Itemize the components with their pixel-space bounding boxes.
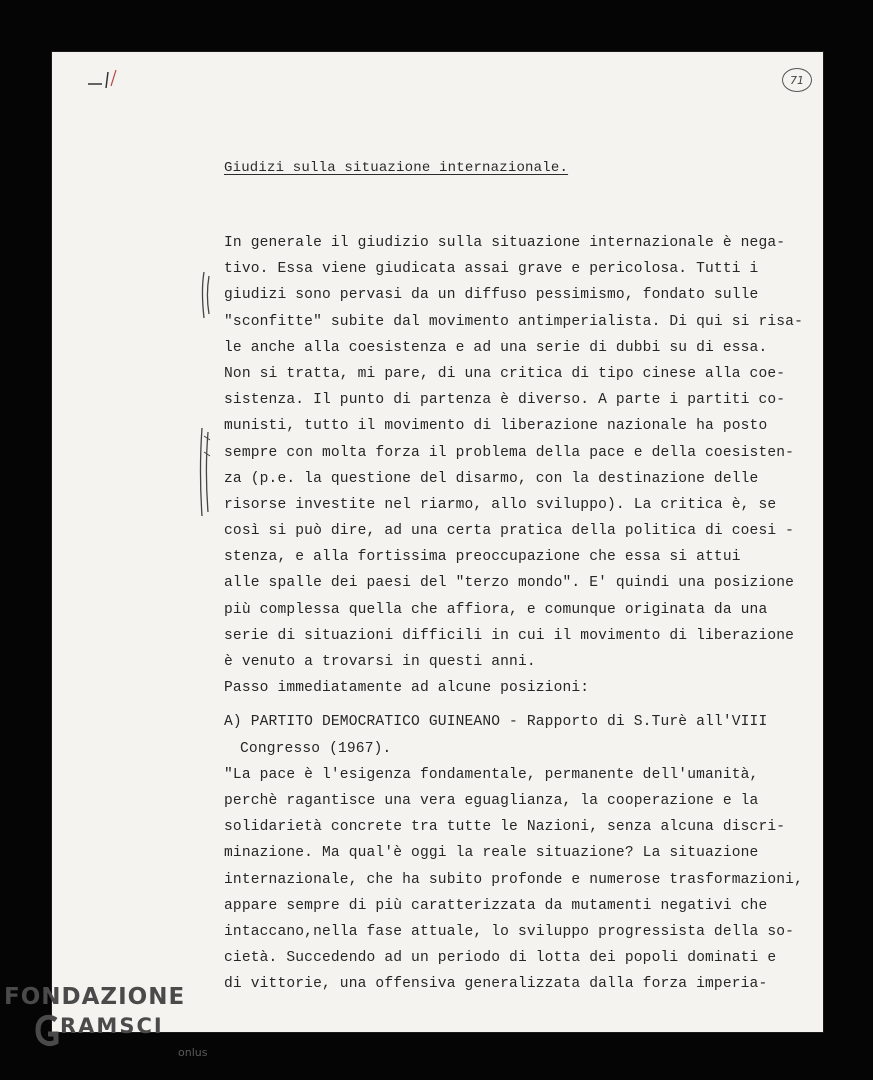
body-line: più complessa quella che affiora, e comunque originata da una	[224, 601, 768, 618]
quote-line: "La pace è l'esigenza fondamentale, permanente dell'umanità,	[224, 766, 759, 783]
body-line: sempre con molta forza il problema della pace e della coesisten-	[224, 444, 795, 461]
body-line: Passo immediatamente ad alcune posizioni:	[224, 680, 590, 697]
document-page	[52, 52, 823, 1032]
section-heading: A) PARTITO DEMOCRATICO GUINEANO - Rapporto di S.Turè all'VIII	[224, 714, 768, 731]
quote-line: minazione. Ma qual'è oggi la reale situazione? La situazione	[224, 845, 759, 862]
watermark-foundation: FONDAZIONE	[4, 984, 186, 1010]
section-heading-cont: Congresso (1967).	[240, 740, 392, 757]
body-line: giudizi sono pervasi da un diffuso pessimismo, fondato sulle	[224, 287, 759, 304]
quote-line: perchè ragantisce una vera eguaglianza, la cooperazione e la	[224, 792, 759, 809]
body-line: le anche alla coesistenza e ad una serie di dubbi su di essa.	[224, 339, 768, 356]
watermark-gramsci: RAMSCI	[60, 1014, 164, 1038]
body-line: risorse investite nel riarmo, allo sviluppo). La critica è, se	[224, 496, 777, 513]
body-line: sistenza. Il punto di partenza è diverso. A parte i partiti co-	[224, 392, 786, 409]
quote-line: appare sempre di più caratterizzata da mutamenti negativi che	[224, 897, 768, 914]
margin-bracket-mark	[200, 270, 214, 322]
body-line: In generale il giudizio sulla situazione internazionale è nega-	[224, 235, 786, 251]
document-body	[224, 230, 814, 997]
body-line: za (p.e. la questione del disarmo, con la destinazione delle	[224, 470, 759, 487]
body-line: è venuto a trovarsi in questi anni.	[224, 654, 536, 670]
body-line: munisti, tutto il movimento di liberazione nazionale ha posto	[224, 418, 768, 435]
margin-bracket-mark-2	[198, 426, 214, 518]
g-logo-icon	[34, 1012, 60, 1052]
watermark-onlus: onlus	[178, 1046, 208, 1059]
quote-line: solidarietà concrete tra tutte le Nazioni, senza alcuna discri-	[224, 819, 786, 836]
body-line: alle spalle dei paesi del "terzo mondo". E' quindi una posizione	[224, 575, 795, 592]
quote-line: intaccano,nella fase attuale, lo sviluppo progressista della so-	[224, 923, 795, 940]
page-number: 71	[782, 68, 812, 92]
page-title: Giudizi sulla situazione internazionale.	[224, 160, 569, 176]
body-line: così si può dire, ad una certa pratica della politica di coesi -	[224, 523, 795, 540]
body-line: tivo. Essa viene giudicata assai grave e pericolosa. Tutti i	[224, 261, 759, 278]
body-line: serie di situazioni difficili in cui il movimento di liberazione	[224, 627, 795, 644]
quote-line: di vittorie, una offensiva generalizzata dalla forza imperia-	[224, 976, 768, 993]
corner-pencil-mark	[86, 66, 126, 90]
quote-line: cietà. Succedendo ad un periodo di lotta dei popoli dominati e	[224, 950, 777, 967]
body-line: "sconfitte" subite dal movimento antimperialista. Di qui si risa-	[224, 313, 803, 330]
body-line: stenza, e alla fortissima preoccupazione che essa si attui	[224, 549, 741, 566]
body-line: Non si tratta, mi pare, di una critica di tipo cinese alla coe-	[224, 365, 786, 382]
quote-line: internazionale, che ha subito profonde e numerose trasformazioni,	[224, 871, 803, 888]
